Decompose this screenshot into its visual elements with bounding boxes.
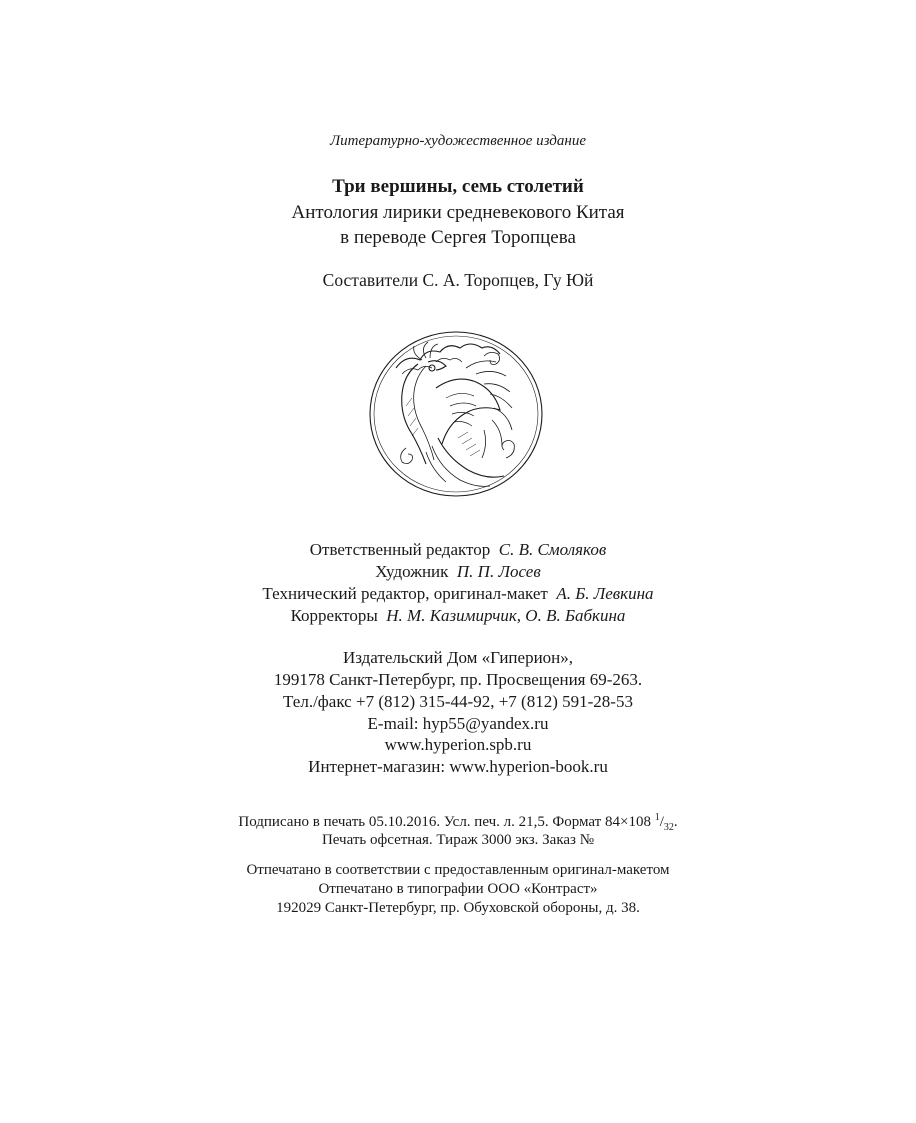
publisher-website: www.hyperion.spb.ru <box>384 735 532 754</box>
print-signed-line: Подписано в печать 05.10.2016. Усл. печ. л. 21,5. Формат 84×108 $^1/_{32}$. <box>238 812 678 833</box>
credit-name: С. В. Смоляков <box>498 540 607 559</box>
credit-role: Корректоры <box>290 606 378 625</box>
publisher-phone: Тел./факс +7 (812) 315-44-92, +7 (812) 591-28-53 <box>283 692 633 711</box>
credit-proofreaders <box>0 606 916 626</box>
print-note1: Отпечатано в соответствии с предоставленным оригинал-макетом <box>246 862 670 878</box>
credit-name: П. П. Лосев <box>456 562 541 581</box>
print-signed-text: Подписано в печать 05.10.2016. Усл. печ. л. 21,5. Формат 84×108 <box>238 814 651 830</box>
format-end: . <box>673 814 678 830</box>
credit-artist <box>0 562 916 582</box>
print-note3: 192029 Санкт-Петербург, пр. Обуховской обороны, д. 38. <box>276 900 640 916</box>
credit-name: Н. М. Казимирчик, О. В. Бабкина <box>386 606 626 625</box>
credit-technical-editor <box>0 584 916 604</box>
credit-role: Художник <box>375 562 449 581</box>
credit-name: А. Б. Левкина <box>556 584 654 603</box>
book-subtitle-line2: в переводе Сергея Торопцева <box>340 227 576 248</box>
compilers: Составители С. А. Торопцев, Гу Юй <box>322 270 594 290</box>
publisher-email: E-mail: hyp55@yandex.ru <box>367 714 549 733</box>
credit-role: Технический редактор, оригинал-макет <box>262 584 548 603</box>
book-title: Три вершины, семь столетий <box>332 176 584 197</box>
credit-role: Ответственный редактор <box>309 540 491 559</box>
publisher-shop: Интернет-магазин: www.hyperion-book.ru <box>308 757 608 776</box>
edition-type: Литературно-художественное издание <box>330 133 586 149</box>
format-denominator: 32 <box>663 822 674 833</box>
publisher-address: 199178 Санкт-Петербург, пр. Просвещения 69-263. <box>273 670 643 689</box>
book-subtitle-line1: Антология лирики средневекового Китая <box>291 202 625 223</box>
credit-responsible-editor <box>0 540 916 560</box>
print-note2: Отпечатано в типографии ООО «Контраст» <box>318 881 598 897</box>
publisher-name: Издательский Дом «Гиперион», <box>342 648 574 667</box>
print-run-line: Печать офсетная. Тираж 3000 экз. Заказ № <box>321 832 595 848</box>
phoenix-roundel-icon <box>366 328 546 500</box>
format-numerator: 1 <box>654 812 660 823</box>
